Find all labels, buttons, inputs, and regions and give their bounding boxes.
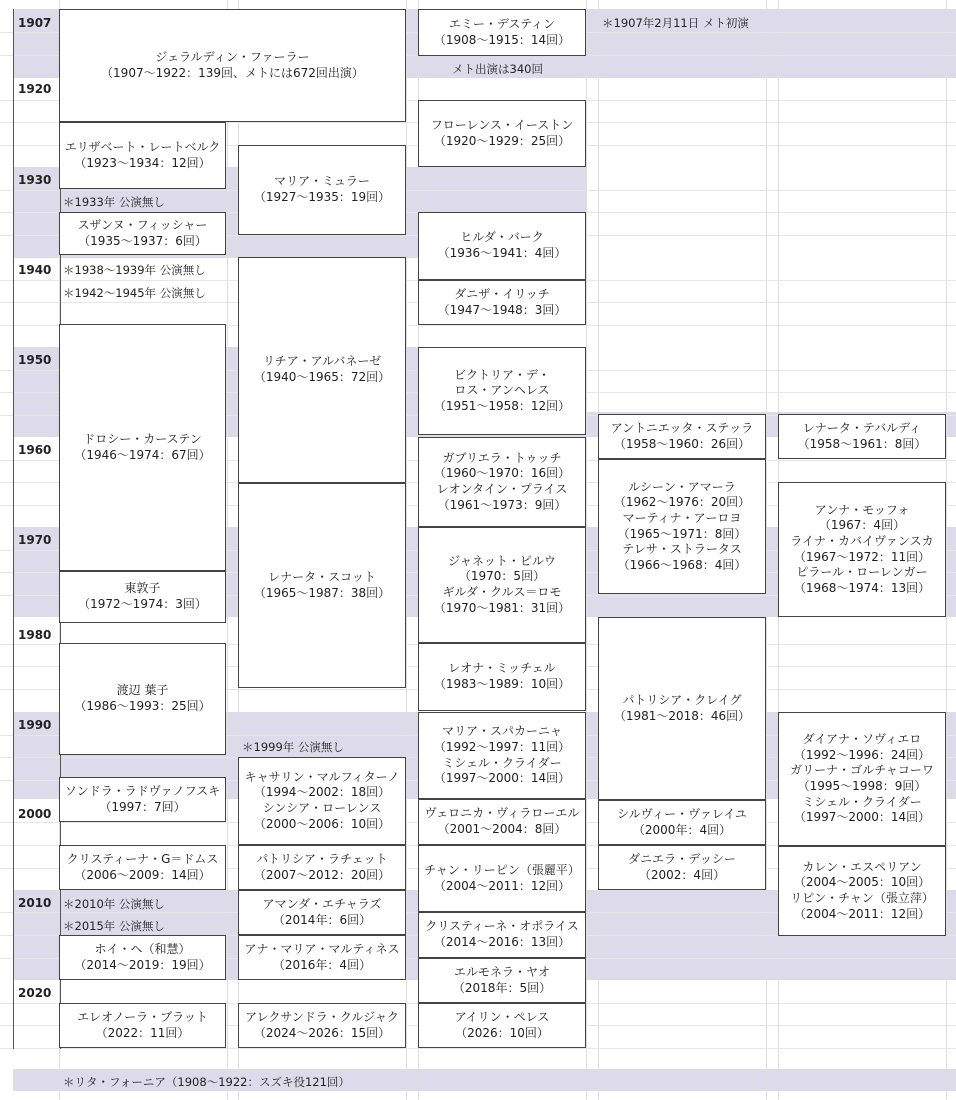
singer-entry — [431, 118, 574, 149]
singer-line: （2024〜2026：15回） — [253, 1025, 391, 1040]
singer-line: ギルダ・クルス＝ロモ — [442, 585, 562, 599]
singer-line: （1981〜2018：46回） — [613, 708, 751, 723]
singer-cell — [238, 145, 406, 235]
singer-line: （2018年：5回） — [452, 980, 552, 995]
no-performance-note: ＊1938〜1939年 公演無し — [63, 263, 206, 277]
no-performance-note: ＊1999年 公演無し — [242, 740, 344, 754]
singer-entry — [254, 852, 390, 883]
singer-cell — [59, 643, 226, 755]
singer-line: （1995〜1998：9回） — [797, 779, 927, 793]
singer-line: （1966〜1968：4回） — [617, 557, 747, 572]
singer-line: スザンヌ・フィッシャー — [77, 217, 208, 232]
singer-entry — [254, 570, 390, 601]
singer-cell — [59, 1003, 226, 1048]
singer-line: （1968〜1974：13回） — [793, 580, 931, 595]
singer-cell — [238, 935, 406, 980]
singer-line: シンシア・ローレンス — [262, 801, 382, 815]
singer-line: 渡辺 葉子 — [116, 683, 169, 698]
singer-cell — [418, 1003, 586, 1048]
singer-entry — [614, 480, 750, 574]
no-performance-note: ＊1942〜1945年 公演無し — [63, 286, 206, 300]
singer-line: レオナ・ミッチェル — [448, 661, 556, 676]
singer-entry — [65, 140, 221, 171]
singer-line: ガブリエラ・トゥッチ — [442, 450, 562, 465]
singer-cell — [59, 935, 226, 980]
singer-line: （1958〜1960：26回） — [613, 436, 751, 451]
singer-cell — [418, 280, 586, 325]
singer-line: （1970〜1981：31回） — [433, 600, 571, 615]
singer-entry — [434, 661, 570, 692]
singer-line: （2002：4回） — [638, 867, 726, 882]
singer-cell — [418, 799, 586, 845]
singer-line: エミー・デスティン — [448, 16, 556, 31]
singer-line: （1946〜1974：67回） — [74, 447, 211, 462]
singer-line: （2014〜2016：13回） — [433, 935, 571, 949]
singer-entry — [425, 806, 580, 837]
singer-line: （1965〜1987：38回） — [253, 585, 391, 600]
singer-line: エレオノーラ・ブラット — [77, 1009, 208, 1024]
singer-entry — [434, 554, 570, 616]
singer-line: （1951〜1958：12回） — [433, 398, 571, 413]
singer-cell — [59, 324, 226, 571]
singer-cell — [598, 617, 766, 800]
singer-entry — [65, 784, 220, 815]
singer-line: レオンタイン・プライス — [436, 482, 568, 496]
singer-line: （2004〜2011：12回） — [793, 906, 931, 921]
singer-cell — [59, 122, 226, 189]
singer-line: （2022：11回） — [95, 1025, 190, 1040]
year-label: 1930 — [18, 173, 52, 187]
singer-line: ミシェル・クライダー — [442, 755, 562, 770]
singer-entry — [453, 965, 551, 996]
singer-line: （1947〜1948：3回） — [437, 302, 567, 317]
singer-line: レナータ・テバルディ — [802, 420, 922, 435]
singer-entry — [614, 693, 750, 724]
singer-line: アナ・マリア・マルティネス — [244, 941, 400, 956]
singer-cell — [238, 1003, 406, 1048]
singer-cell — [238, 257, 406, 483]
singer-line: （1967：4回） — [818, 518, 906, 533]
singer-cell — [59, 571, 226, 623]
singer-cell — [418, 912, 586, 958]
singer-line: （1936〜1941：4回） — [437, 246, 567, 260]
no-performance-note: ＊2015年 公演無し — [63, 919, 165, 933]
singer-line: ピラール・ローレンガー — [796, 565, 928, 580]
singer-entry — [254, 174, 390, 205]
singer-line: （1960〜1970：16回） — [433, 466, 571, 481]
singer-entry — [74, 432, 210, 463]
year-label: 1990 — [18, 718, 52, 732]
singer-line: （2014〜2019：19回） — [74, 957, 211, 972]
singer-line: ジャネット・ピルウ — [448, 553, 556, 568]
singer-line: クリスティーナ・G＝ドムス — [66, 851, 219, 866]
singer-line: （2001〜2004：8回） — [437, 822, 567, 836]
footer-note: ＊リタ・フォーニア（1908〜1922：スズキ役121回） — [63, 1075, 350, 1089]
singer-line: （1920〜1929：25回） — [433, 133, 571, 148]
singer-line: （1962〜1976：20回） — [613, 495, 751, 510]
singer-entry — [425, 919, 578, 950]
singer-entry — [254, 354, 390, 385]
singer-line: ジェラルディン・ファーラー — [155, 49, 310, 64]
singer-line: （1983〜1989：10回） — [433, 677, 571, 691]
singer-line: テレサ・ストラータス — [622, 542, 742, 557]
singer-line: ライナ・カバイヴァンスカ — [790, 533, 934, 548]
singer-entry — [434, 17, 570, 48]
singer-entry — [617, 807, 747, 838]
singer-line: （1992〜1996：24回） — [793, 747, 931, 762]
singer-line: （2000年：4回） — [632, 822, 732, 837]
singer-cell — [418, 9, 586, 56]
singer-line: キャサリン・マルフィターノ — [244, 769, 400, 784]
singer-entry — [790, 503, 933, 597]
singer-cell — [418, 712, 586, 799]
singer-entry — [78, 581, 207, 612]
singer-line: （1958〜1961：8回） — [797, 436, 927, 451]
singer-line: エルモネラ・ヤオ — [453, 964, 550, 979]
singer-line: （1997〜2000：14回） — [433, 771, 571, 786]
singer-cell — [238, 890, 406, 935]
singer-entry — [74, 942, 210, 973]
singer-line: ヒルダ・バーク — [460, 230, 544, 245]
singer-entry — [798, 421, 927, 452]
singer-entry — [78, 218, 208, 249]
singer-entry — [101, 50, 364, 81]
singer-line: チャン・リーピン（張麗平） — [424, 862, 580, 877]
singer-cell — [598, 845, 766, 890]
singer-line: ロス・アンヘレス — [454, 383, 550, 398]
year-label: 2010 — [18, 896, 52, 910]
singer-cell — [418, 643, 586, 711]
singer-cell — [59, 777, 226, 822]
year-label: 1940 — [18, 263, 52, 277]
singer-entry — [611, 421, 754, 452]
year-label: 1980 — [18, 628, 52, 642]
year-label: 1960 — [18, 443, 52, 457]
year-label: 1920 — [18, 82, 52, 96]
singer-line: ダニザ・イリッチ — [454, 286, 550, 301]
singer-cell — [59, 9, 406, 122]
singer-line: （1972〜1974：3回） — [78, 597, 207, 611]
singer-line: マーティナ・アーロヨ — [622, 510, 742, 525]
singer-line: アントニエッタ・ステッラ — [610, 420, 754, 435]
singer-line: アレクサンドラ・クルジャク — [245, 1009, 399, 1024]
singer-line: （1994〜2002：18回） — [253, 785, 391, 800]
singer-line: エリザベート・レートベルク — [64, 139, 221, 154]
singer-cell — [59, 212, 226, 255]
singer-line: （2000〜2006：10回） — [253, 816, 391, 831]
singer-line: パトリシア・クレイグ — [622, 692, 742, 707]
year-label: 2000 — [18, 807, 52, 821]
singer-entry — [455, 1010, 550, 1041]
singer-line: 東敦子 — [124, 581, 161, 596]
singer-cell — [598, 459, 766, 594]
year-label: 1970 — [18, 533, 52, 547]
singer-line: （2016年：4回） — [272, 957, 372, 972]
singer-line: マリア・スパカーニャ — [441, 724, 562, 739]
singer-line: （2007〜2012：20回） — [253, 867, 391, 882]
year-label: 1950 — [18, 353, 52, 367]
singer-line: （2004〜2005：10回） — [793, 875, 931, 890]
singer-cell — [598, 414, 766, 459]
singer-entry — [263, 897, 382, 928]
singer-line: リピン・チャン（張立萍） — [790, 891, 934, 905]
singer-cell — [778, 414, 946, 459]
singer-cell — [418, 527, 586, 643]
singer-entry — [790, 732, 934, 826]
year-column — [13, 9, 61, 1049]
singer-entry — [434, 368, 570, 415]
singer-line: （2004〜2011：12回） — [433, 878, 571, 893]
singer-entry — [74, 683, 210, 714]
singer-line: （1935〜1937：6回） — [78, 233, 207, 248]
singer-line: （1908〜1915：14回） — [433, 32, 571, 47]
singer-line: アマンダ・エチャラズ — [262, 896, 382, 911]
singer-cell — [418, 212, 586, 280]
singer-cell — [598, 800, 766, 845]
singer-entry — [245, 770, 400, 832]
singer-line: ガリーナ・ゴルチャコーワ — [790, 763, 934, 778]
singer-entry — [628, 852, 736, 883]
singer-line: （1961〜1973：9回） — [437, 497, 567, 512]
singer-line: レナータ・スコット — [268, 569, 376, 584]
singer-line: （1907〜1922：139回、メトには672回出演） — [101, 65, 364, 80]
singer-line: （1967〜1972：11回） — [793, 549, 931, 564]
no-performance-note: ＊1933年 公演無し — [63, 195, 165, 209]
singer-line: フローレンス・イーストン — [430, 117, 574, 132]
singer-entry — [434, 451, 570, 513]
singer-line: シルヴィー・ヴァレイユ — [617, 806, 747, 821]
singer-line: ホイ・ヘ（和慧） — [94, 941, 191, 956]
singer-line: ビクトリア・デ・ — [453, 367, 550, 382]
singer-line: （1992〜1997：11回） — [433, 739, 571, 754]
singer-line: （2026：10回） — [455, 1025, 549, 1040]
singer-line: カレン・エスペリアン — [802, 859, 922, 874]
singer-cell — [418, 958, 586, 1003]
singer-entry — [244, 942, 399, 973]
premiere-note: ＊1907年2月11日 メト初演 — [602, 16, 749, 30]
singer-line: リチア・アルバネーゼ — [262, 354, 382, 369]
met-total-note: メト出演は340回 — [452, 62, 543, 76]
singer-line: ダニエラ・デッシー — [628, 851, 736, 866]
singer-line: ミシェル・クライダー — [802, 794, 922, 809]
singer-line: （1927〜1935：19回） — [253, 190, 391, 204]
singer-cell — [778, 712, 946, 846]
singer-line: （1940〜1965：72回） — [253, 370, 391, 384]
singer-line: （2014年：6回） — [272, 912, 372, 927]
singer-cell — [778, 482, 946, 617]
singer-entry — [67, 852, 219, 883]
singer-line: ソンドラ・ラドヴァノフスキ — [64, 783, 221, 798]
singer-line: （1997〜2000：14回） — [793, 810, 931, 825]
singer-line: （1970：5回） — [458, 569, 546, 584]
singer-line: （1923〜1934：12回） — [74, 155, 211, 170]
year-label: 1907 — [18, 16, 52, 30]
singer-line: （2006〜2009：14回） — [74, 867, 211, 882]
blank-area — [586, 167, 956, 412]
singer-cell — [418, 437, 586, 527]
singer-line: ヴェロニカ・ヴィラローエル — [424, 806, 580, 821]
singer-line: クリスティーネ・オポライス — [425, 919, 579, 934]
singer-entry — [438, 287, 567, 318]
singer-line: ドロシー・カーステン — [83, 431, 202, 446]
singer-cell — [238, 483, 406, 688]
singer-cell — [778, 846, 946, 936]
singer-cell — [59, 845, 226, 890]
singer-cell — [238, 757, 406, 845]
singer-entry — [424, 863, 580, 894]
singer-line: （1986〜1993：25回） — [74, 699, 211, 713]
singer-entry — [438, 230, 567, 261]
singer-cell — [418, 100, 586, 167]
singer-entry — [790, 860, 934, 922]
singer-line: アンナ・モッフォ — [814, 502, 910, 517]
year-label: 2020 — [18, 986, 52, 1000]
singer-entry — [245, 1010, 399, 1041]
singer-line: （1997：7回） — [99, 799, 186, 814]
singer-cell — [418, 347, 586, 435]
singer-line: パトリシア・ラチェット — [256, 851, 388, 866]
singer-line: マリア・ミュラー — [274, 174, 370, 189]
singer-cell — [418, 845, 586, 912]
singer-line: （1965〜1971：8回） — [617, 526, 747, 541]
singer-cell — [238, 845, 406, 890]
singer-line: ルシーン・アマーラ — [628, 479, 736, 494]
singer-line: アイリン・ペレス — [454, 1009, 550, 1024]
no-performance-note: ＊2010年 公演無し — [63, 897, 165, 911]
singer-line: ダイアナ・ソヴィエロ — [802, 732, 922, 747]
singer-entry — [77, 1010, 208, 1041]
singer-entry — [434, 724, 570, 786]
